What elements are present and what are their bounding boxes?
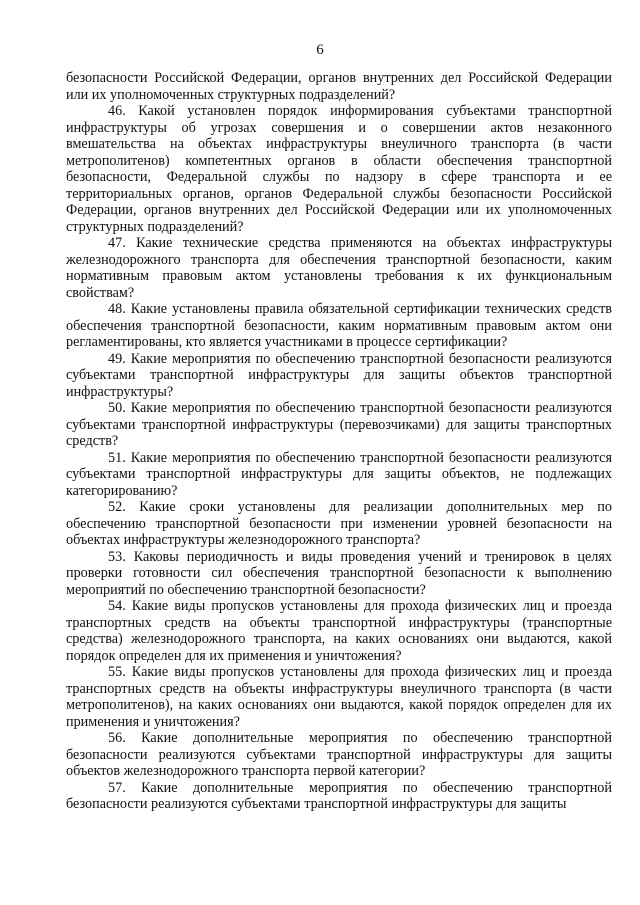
paragraph-question-56: 56. Какие дополнительные мероприятия по обеспечению транспортной безопасности реализуются субъектами транспортной инфраструктуры для защиты объектов железнодорожного транспорта первой категории? [66, 730, 612, 779]
paragraph-question-57: 57. Какие дополнительные мероприятия по обеспечению транспортной безопасности реализуются субъектами транспортной инфраструктуры для защиты [66, 779, 612, 812]
paragraph-question-52: 52. Какие сроки установлены для реализации дополнительных мер по обеспечению транспортной безопасности при изменении уровней безопасности на объектах инфраструктуры железнодорожного транспорта? [66, 499, 612, 548]
paragraph-question-49: 49. Какие мероприятия по обеспечению транспортной безопасности реализуются субъектами транспортной инфраструктуры для защиты объектов транспортной инфраструктуры? [66, 350, 612, 400]
document-body [66, 70, 612, 813]
paragraph-question-54: 54. Какие виды пропусков установлены для прохода физических лиц и проезда транспортных средств на объекты транспортной инфраструктуры (транспортные средства) железнодорожного транспорта, на каких основаниях они выдаются, какой порядок определен для их применения и уничтожения? [66, 598, 612, 664]
paragraph-question-46: 46. Какой установлен порядок информирования субъектами транспортной инфраструктуры об угрозах совершения и о совершении актов незаконного вмешательства на объектах инфраструктуры внеуличного транспорта (в части метрополитенов) компетентных органов в области обеспечения транспортной безопасности, Федеральной службы по надзору в сфере транспорта и ее территориальных органов, органов Федеральной службы безопасности Российской Федерации, органов внутренних дел Российской Федерации или их уполномоченных структурных подразделений? [66, 103, 612, 235]
paragraph-question-48: 48. Какие установлены правила обязательной сертификации технических средств обеспечения транспортной безопасности, каким нормативным правовым актом они регламентированы, кто является участниками в процессе сертификации? [66, 301, 612, 350]
page-number: 6 [316, 42, 324, 58]
paragraph-question-53: 53. Каковы периодичность и виды проведения учений и тренировок в целях проверки готовности сил обеспечения транспортной безопасности к выполнению мероприятий по обеспечению транспортной безопасности? [66, 548, 612, 598]
paragraph-question-50: 50. Какие мероприятия по обеспечению транспортной безопасности реализуются субъектами транспортной инфраструктуры (перевозчиками) для защиты транспортных средств? [66, 400, 612, 449]
paragraph-question-47: 47. Какие технические средства применяются на объектах инфраструктуры железнодорожного транспорта для обеспечения транспортной безопасности, каким нормативным правовым актом установлены требования к их функциональным свойствам? [66, 235, 612, 301]
paragraph-question-55: 55. Какие виды пропусков установлены для прохода физических лиц и проезда транспортных средств на объекты инфраструктуры внеуличного транспорта (в части метрополитенов), на каких основаниях они выдаются, какой порядок определен для их применения и уничтожения? [66, 664, 612, 730]
paragraph-continuation: безопасности Российской Федерации, органов внутренних дел Российской Федерации или их уполномоченных структурных подразделений? [66, 70, 612, 103]
paragraph-question-51: 51. Какие мероприятия по обеспечению транспортной безопасности реализуются субъектами транспортной инфраструктуры для защиты объектов, не подлежащих категорированию? [66, 449, 612, 499]
